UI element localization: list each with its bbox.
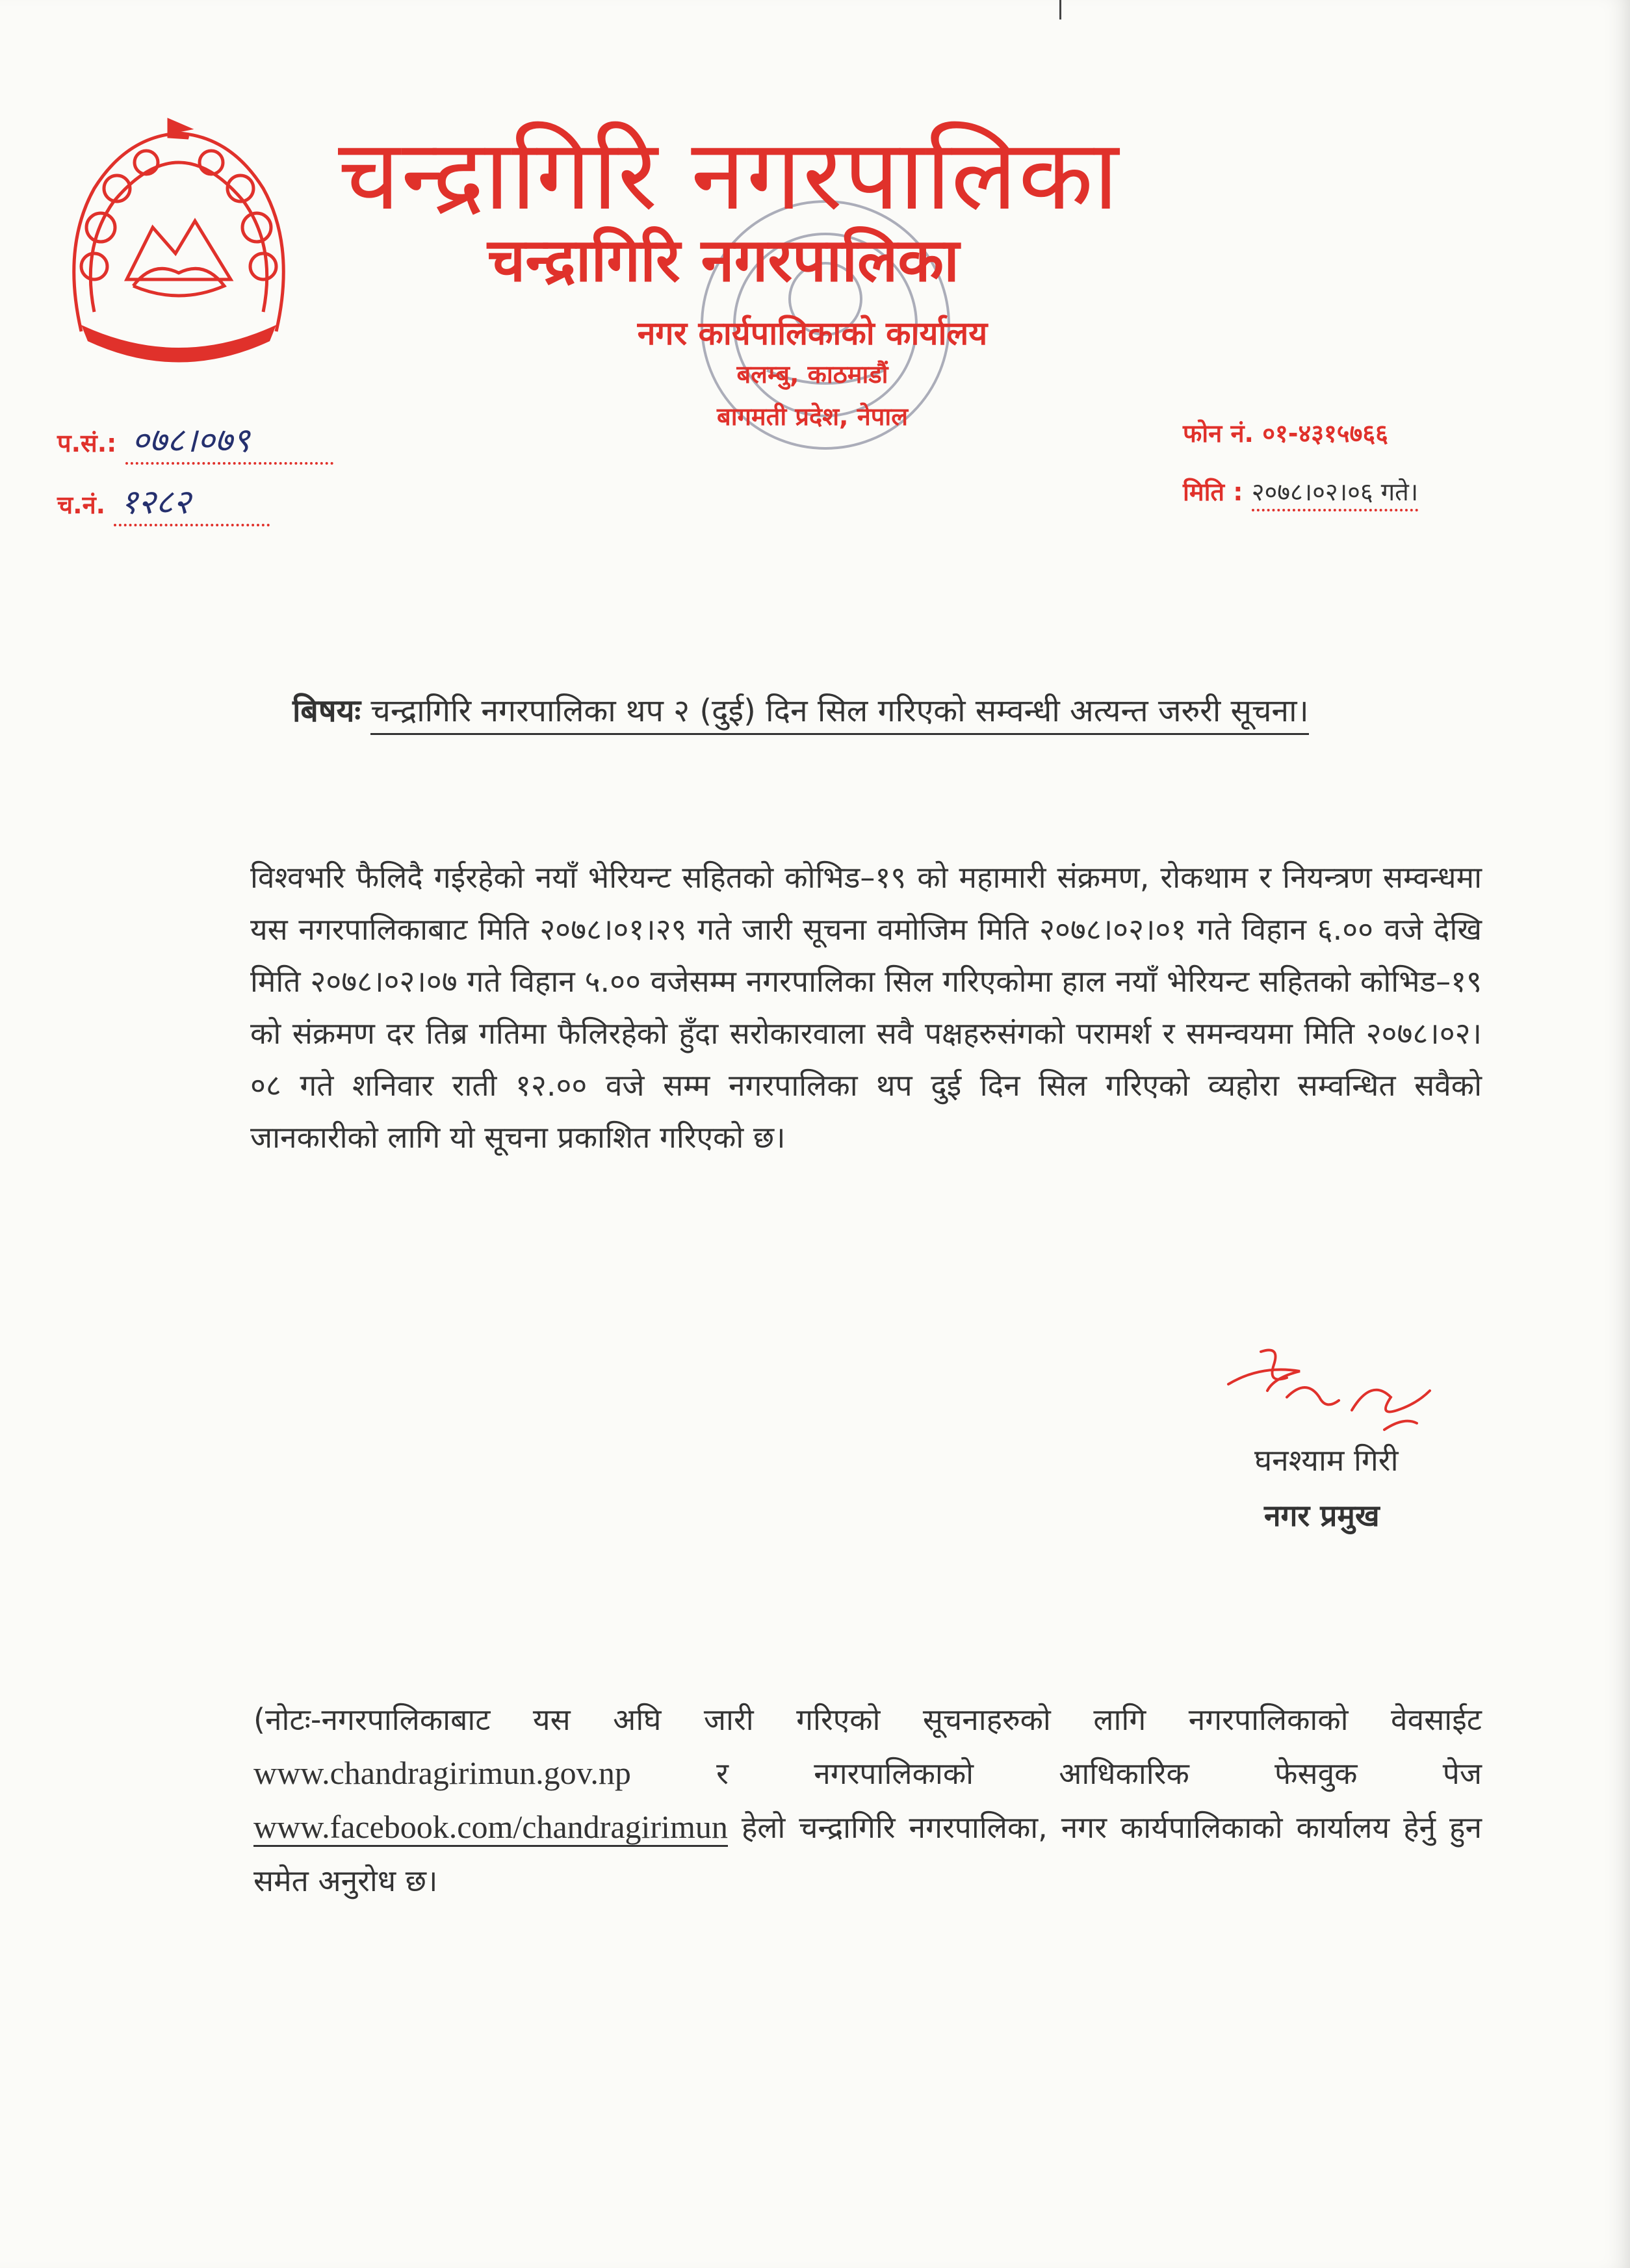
phone-value: ०१-४३१५७६६	[1262, 419, 1388, 448]
website-link[interactable]: www.chandragirimun.gov.np	[253, 1755, 631, 1791]
subject-text: चन्द्रागिरि नगरपालिका थप २ (दुई) दिन सिल गरिएको सम्वन्धी अत्यन्त जरुरी सूचना।	[370, 693, 1308, 735]
footer-note	[253, 1693, 1482, 1907]
ps-label: प.सं.:	[57, 429, 117, 457]
reference-ps	[57, 416, 333, 465]
scan-edge-mark	[1059, 0, 1061, 19]
cn-value: १२८२	[120, 483, 191, 522]
ps-value: ०७८।०७९	[131, 421, 250, 460]
phone-line	[1183, 416, 1388, 450]
date-line	[1183, 474, 1418, 508]
office-name: नगर कार्यपालिकाको कार्यालय	[637, 315, 988, 352]
reference-cn	[57, 478, 270, 526]
cn-label: च.नं.	[57, 491, 106, 519]
nepal-emblem-icon	[55, 117, 302, 364]
note-prefix: (नोटः-नगरपालिकाबाट यस अघि जारी गरिएको सूचनाहरुको लागि नगरपालिकाको वेवसाईट	[253, 1702, 1482, 1737]
date-label: मिति :	[1183, 478, 1243, 506]
municipality-title-stylized: चन्द्रागिरि नगरपालिका	[487, 226, 959, 295]
subject-line	[292, 689, 1430, 731]
facebook-link[interactable]: www.facebook.com/chandragirimun	[253, 1809, 728, 1847]
subject-label: बिषयः	[292, 693, 361, 729]
office-province: बागमती प्रदेश, नेपाल	[717, 402, 908, 431]
note-suffix: हेलो चन्द्रागिरि नगरपालिका, नगर कार्यपालिकाको कार्यालय हेर्नु हुन समेत अनुरोध छ।	[253, 1810, 1482, 1898]
handwritten-signature-icon	[1222, 1339, 1469, 1456]
phone-label: फोन नं.	[1183, 419, 1254, 448]
signatory-title: नगर प्रमुख	[1264, 1498, 1380, 1533]
note-connector: र नगरपालिकाको आधिकारिक फेसवुक पेज	[716, 1756, 1482, 1791]
signatory-name: घनश्याम गिरी	[1254, 1443, 1399, 1478]
date-value: २०७८।०२।०६ गते।	[1252, 478, 1418, 511]
notice-body: विश्वभरि फैलिदै गईरहेको नयाँ भेरियन्ट सहितको कोभिड–१९ को महामारी संक्रमण, रोकथाम र नियन्त्रण सम्वन्धमा यस नगरपालिकाबाट मिति २०७८।०१।२९ गते जारी सूचना वमोजिम मिति २०७८।०२।०१ गते विहान ६.०० वजे देखि मिति २०७८।०२।०७ गते विहान ५.०० वजेसम्म नगरपालिका सिल गरिएकोमा हाल नयाँ भेरियन्ट सहितको कोभिड–१९ को संक्रमण दर तिब्र गतिमा फैलिरहेको हुँदा सरोकारवाला सवै पक्षहरुसंगको परामर्श र समन्वयमा मिति २०७८।०२।०८ गते शनिवार राती १२.०० वजे सम्म नगरपालिका थप दुई दिन सिल गरिएको व्यहोरा सम्वन्धित सवैको जानकारीको लागि यो सूचना प्रकाशित गरिएको छ।	[250, 860, 1482, 1155]
office-address: बलम्बु, काठमाडौं	[736, 360, 888, 389]
municipality-title: चन्द्रागिरि नगरपालिका	[338, 119, 1120, 232]
